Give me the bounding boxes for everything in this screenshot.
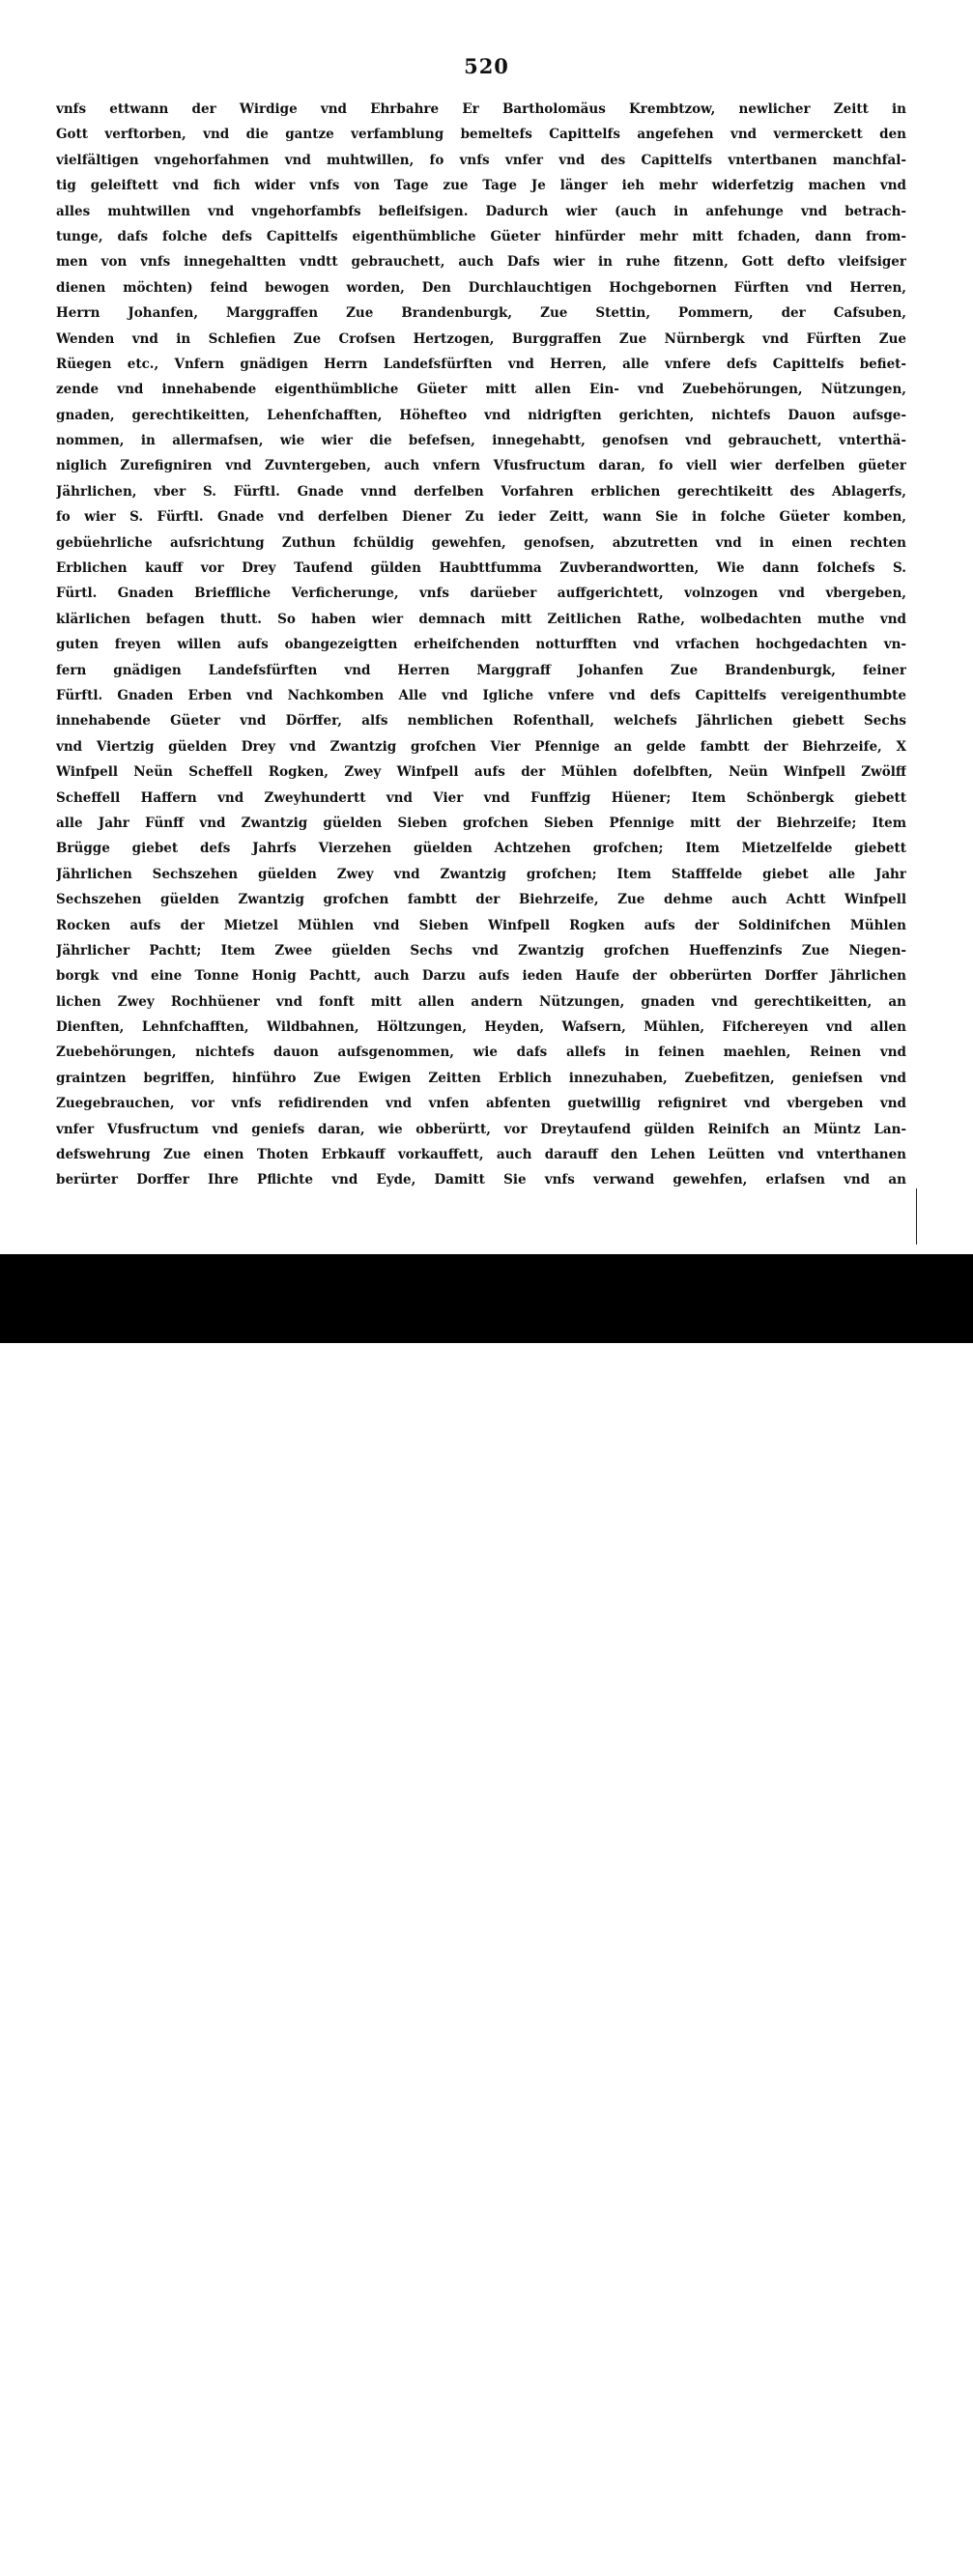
text-line: tig geleiftett vnd fich wider vnfs von Tage zue Tage Je länger ieh mehr widerfetzig machen vnd: [56, 178, 906, 194]
text-line: fern gnädigen Landefsfürften vnd Herren Marggraff Johanfen Zue Brandenburgk, feiner: [56, 662, 906, 678]
text-line: Zuegebrauchen, vor vnfs refidirenden vnd vnfen abfenten guetwillig refigniret vnd vbergeben vnd: [56, 1096, 906, 1112]
text-line: zende vnd innehabende eigenthümbliche Güeter mitt allen Ein- vnd Zuebehörungen, Nützungen,: [56, 382, 906, 398]
text-line: men von vnfs innegehaltten vndtt gebrauchett, auch Dafs wier in ruhe fitzenn, Gott defto vleifsiger: [56, 254, 906, 271]
text-line: vnd Viertzig güelden Drey vnd Zwantzig grofchen Vier Pfennige an gelde fambtt der Biehrzeife, X: [56, 738, 906, 755]
text-line: Winfpell Neün Scheffell Rogken, Zwey Winfpell aufs der Mühlen dofelbften, Neün Winfpell Zwölff: [56, 764, 906, 781]
text-line: vnfs ettwann der Wirdige vnd Ehrbahre Er Bartholomäus Krembtzow, newlicher Zeitt in: [56, 101, 906, 117]
image-reference: J381GD: [886, 2533, 944, 2551]
text-line: Erblichen kauff vor Drey Taufend gülden Haubttfumma Zuvberandwortten, Wie dann folchefs S.: [56, 560, 906, 577]
text-line: Dienften, Lehnfchafften, Wildbahnen, Höltzungen, Heyden, Wafsern, Mühlen, Fifchereyen vnd allen: [56, 1019, 906, 1036]
text-line: borgk vnd eine Tonne Honig Pachtt, auch Darzu aufs ieden Haufe der obberürten Dorffer Jährlichen: [56, 968, 906, 985]
text-line: gnaden, gerechtikeitten, Lehenfchafften, Höhefteo vnd nidrigften gerichten, nichtefs Dauon aufsge-: [56, 407, 906, 423]
text-line: graintzen begriffen, hinführo Zue Ewigen Zeitten Erblich innezuhaben, Zuebefitzen, geniefsen vnd: [56, 1070, 906, 1086]
text-line: defswehrung Zue einen Thoten Erbkauff vorkauffett, auch darauff den Lehen Leütten vnd vnterthanen: [56, 1147, 906, 1163]
text-line: Fürtl. Gnaden Brieffliche Verficherunge, vnfs darüeber auffgerichtett, volnzogen vnd vbergeben,: [56, 586, 906, 602]
text-line: alles muhtwillen vnd vngehorfambfs befleifsigen. Dadurch wier (auch in anfehunge vnd betrach-: [56, 203, 906, 219]
text-line: fo wier S. Fürftl. Gnade vnd derfelben Diener Zu ieder Zeitt, wann Sie in folche Güeter komben,: [56, 509, 906, 526]
text-line: alle Jahr Fünff vnd Zwantzig güelden Sieben grofchen Sieben Pfennige mitt der Biehrzeife; Item: [56, 815, 906, 831]
text-line: Jährlicher Pachtt; Item Zwee güelden Sechs vnd Zwantzig grofchen Hueffenzinfs Zue Niegen-: [56, 942, 906, 959]
text-line: Gott verftorben, vnd die gantze verfamblung bemeltefs Capittelfs angefehen vnd vermerckett den: [56, 127, 906, 143]
text-line: guten freyen willen aufs obangezeigtten erheifchenden notturfften vnd vrfachen hochgedachten vn-: [56, 637, 906, 653]
text-line: tunge, dafs folche defs Capittelfs eigenthümbliche Güeter hinfürder mehr mitt fchaden, dann from-: [56, 228, 906, 244]
text-line: Sechszehen güelden Zwantzig grofchen fambtt der Biehrzeife, Zue dehme auch Achtt Winfpell: [56, 892, 906, 908]
text-line: klärlichen befagen thutt. So haben wier demnach mitt Zeitlichen Rathe, wolbedachten muthe vnd: [56, 611, 906, 627]
document-page: [0, 0, 973, 1254]
text-line: Rocken aufs der Mietzel Mühlen vnd Sieben Winfpell Rogken aufs der Soldinifchen Mühlen: [56, 917, 906, 933]
text-line: nommen, in allermafsen, wie wier die befefsen, innegehabtt, genofsen vnd gebrauchett, vnterthä-: [56, 433, 906, 449]
text-line: niglich Zurefigniren vnd Zuvntergeben, auch vnfern Vfusfructum daran, fo viell wier derfelben güeter: [56, 458, 906, 474]
margin-rule: [916, 1188, 917, 1245]
text-line: innehabende Güeter vnd Dörffer, alfs nemblichen Rofenthall, welchefs Jährlichen giebett Sechs: [56, 713, 906, 730]
brand-logo: alamy: [26, 2523, 146, 2565]
text-line: Fürftl. Gnaden Erben vnd Nachkomben Alle vnd Igliche vnfere vnd defs Capittelfs vereigenthumbte: [56, 687, 906, 703]
text-line: vnfer Vfusfructum vnd geniefs daran, wie obberürtt, vor Dreytaufend gülden Reinifch an Müntz Lan-: [56, 1121, 906, 1137]
page-number: 520: [464, 54, 509, 78]
text-line: Jährlichen Sechszehen güelden Zwey vnd Zwantzig grofchen; Item Stafffelde giebet alle Jahr: [56, 866, 906, 882]
text-line: Wenden vnd in Schlefien Zue Crofsen Hertzogen, Burggraffen Zue Nürnbergk vnd Fürften Zue: [56, 330, 906, 347]
text-line: berürter Dorffer Ihre Pflichte vnd Eyde, Damitt Sie vnfs verwand gewehfen, erlafsen vnd an: [56, 1172, 906, 1188]
text-line: gebüehrliche aufsrichtung Zuthun fchüldig gewehfen, genofsen, abzutretten vnd in einen rechten: [56, 534, 906, 551]
text-line: Jährlichen, vber S. Fürftl. Gnade vnnd derfelben Vorfahren erblichen gerechtikeitt des Ablagerfs,: [56, 483, 906, 500]
watermark-footer: [0, 1254, 973, 2576]
text-line: Zuebehörungen, nichtefs dauon aufsgenommen, wie dafs allefs in feinen maehlen, Reinen vnd: [56, 1045, 906, 1061]
text-line: dienen möchten) feind bewogen worden, Den Durchlauchtigen Hochgebornen Fürften vnd Herren,: [56, 279, 906, 296]
text-line: Rüegen etc., Vnfern gnädigen Herrn Landefsfürften vnd Herren, alle vnfere defs Capittelfs befiet-: [56, 356, 906, 372]
text-line: vielfältigen vngehorfahmen vnd muhtwillen, fo vnfs vnfer vnd des Capittelfs vntertbanen manchfal-: [56, 152, 906, 168]
text-line: lichen Zwey Rochhüener vnd fonft mitt allen andern Nützungen, gnaden vnd gerechtikeitten, an: [56, 993, 906, 1010]
text-line: Brügge giebet defs Jahrfs Vierzehen güelden Achtzehen grofchen; Item Mietzelfelde giebett: [56, 841, 906, 857]
site-url: www.alamy.com: [835, 2561, 944, 2576]
text-line: Herrn Johanfen, Marggraffen Zue Brandenburgk, Zue Stettin, Pommern, der Cafsuben,: [56, 305, 906, 322]
body-text: [56, 97, 906, 1193]
text-line: Scheffell Haffern vnd Zweyhundertt vnd Vier vnd Funffzig Hüener; Item Schönbergk giebett: [56, 789, 906, 806]
